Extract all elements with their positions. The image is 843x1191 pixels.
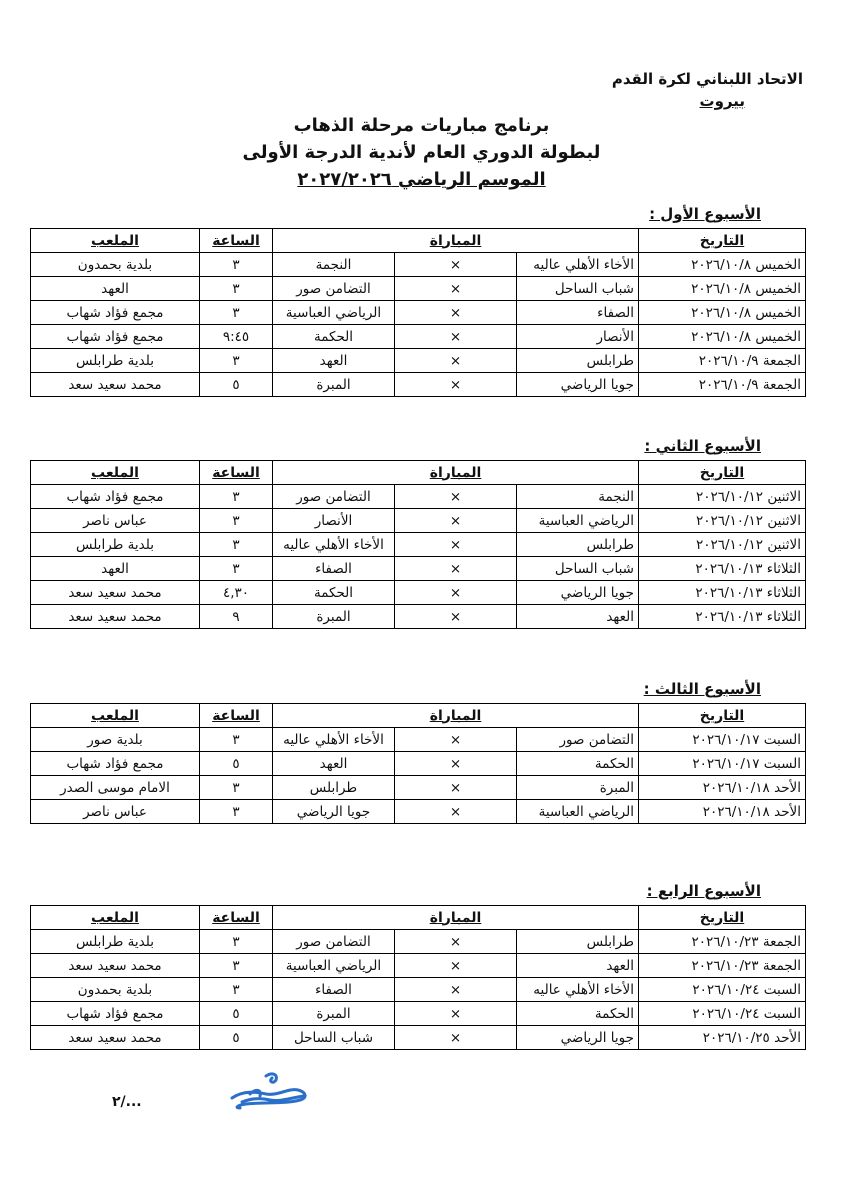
table-row — [31, 581, 806, 605]
match-venue: محمد سعيد سعد — [31, 373, 200, 397]
versus-mark: × — [395, 776, 517, 800]
document-subtitle: لبطولة الدوري العام لأندية الدرجة الأولى — [242, 142, 601, 163]
header-time: الساعة — [200, 461, 273, 485]
home-team: الحكمة — [517, 1002, 639, 1026]
week-2-title: الأسبوع الثاني : — [644, 437, 761, 455]
home-team: الصفاء — [517, 301, 639, 325]
table-row — [31, 978, 806, 1002]
match-time: ٣ — [200, 277, 273, 301]
versus-mark: × — [395, 728, 517, 752]
table-row — [31, 533, 806, 557]
versus-mark: × — [395, 277, 517, 301]
away-team: طرابلس — [273, 776, 395, 800]
header-date: التاريخ — [639, 704, 806, 728]
away-team: الرياضي العباسية — [273, 301, 395, 325]
away-team: المبرة — [273, 605, 395, 629]
table-header-row — [31, 461, 806, 485]
versus-mark: × — [395, 253, 517, 277]
organization-name: الاتحاد اللبناني لكرة القدم — [611, 70, 803, 88]
home-team: شباب الساحل — [517, 557, 639, 581]
match-venue: العهد — [31, 557, 200, 581]
table-row — [31, 800, 806, 824]
match-time: ٥ — [200, 1002, 273, 1026]
home-team: التضامن صور — [517, 728, 639, 752]
versus-mark: × — [395, 978, 517, 1002]
versus-mark: × — [395, 581, 517, 605]
versus-mark: × — [395, 485, 517, 509]
match-venue: محمد سعيد سعد — [31, 605, 200, 629]
week-2-table — [30, 460, 806, 629]
away-team: المبرة — [273, 373, 395, 397]
table-row — [31, 1026, 806, 1050]
signature-stroke — [266, 1074, 276, 1082]
match-date: السبت ٢٠٢٦/١٠/٢٤ — [639, 1002, 806, 1026]
versus-mark: × — [395, 930, 517, 954]
match-venue: بلدية بحمدون — [31, 978, 200, 1002]
away-team: شباب الساحل — [273, 1026, 395, 1050]
home-team: طرابلس — [517, 930, 639, 954]
match-venue: العهد — [31, 277, 200, 301]
table-row — [31, 373, 806, 397]
match-date: الجمعة ٢٠٢٦/١٠/٢٣ — [639, 930, 806, 954]
home-team: جويا الرياضي — [517, 373, 639, 397]
week-1-table — [30, 228, 806, 397]
table-row — [31, 325, 806, 349]
match-date: الاثنين ٢٠٢٦/١٠/١٢ — [639, 533, 806, 557]
week-3-table — [30, 703, 806, 824]
away-team: الرياضي العباسية — [273, 954, 395, 978]
away-team: الأنصار — [273, 509, 395, 533]
header-date: التاريخ — [639, 906, 806, 930]
away-team: التضامن صور — [273, 485, 395, 509]
match-date: الجمعة ٢٠٢٦/١٠/٩ — [639, 349, 806, 373]
versus-mark: × — [395, 1026, 517, 1050]
home-team: المبرة — [517, 776, 639, 800]
versus-mark: × — [395, 800, 517, 824]
table-row — [31, 253, 806, 277]
week-1-title: الأسبوع الأول : — [649, 205, 761, 223]
header-match: المباراة — [273, 461, 639, 485]
versus-mark: × — [395, 301, 517, 325]
match-venue: مجمع فؤاد شهاب — [31, 301, 200, 325]
season-title: الموسم الرياضي ٢٠٢٧/٢٠٢٦ — [297, 169, 546, 190]
header-match: المباراة — [273, 229, 639, 253]
home-team: الأخاء الأهلي عاليه — [517, 253, 639, 277]
match-venue: بلدية طرابلس — [31, 930, 200, 954]
versus-mark: × — [395, 605, 517, 629]
match-venue: عباس ناصر — [31, 509, 200, 533]
header-venue: الملعب — [31, 704, 200, 728]
match-date: الجمعة ٢٠٢٦/١٠/٩ — [639, 373, 806, 397]
match-date: الخميس ٢٠٢٦/١٠/٨ — [639, 253, 806, 277]
week-4-table — [30, 905, 806, 1050]
header-date: التاريخ — [639, 461, 806, 485]
page-number: ٢/... — [112, 1094, 142, 1110]
away-team: الحكمة — [273, 325, 395, 349]
home-team: النجمة — [517, 485, 639, 509]
match-venue: بلدية بحمدون — [31, 253, 200, 277]
away-team: الصفاء — [273, 557, 395, 581]
match-date: الجمعة ٢٠٢٦/١٠/٢٣ — [639, 954, 806, 978]
away-team: المبرة — [273, 1002, 395, 1026]
match-time: ٣ — [200, 533, 273, 557]
match-date: السبت ٢٠٢٦/١٠/٢٤ — [639, 978, 806, 1002]
match-venue: مجمع فؤاد شهاب — [31, 485, 200, 509]
versus-mark: × — [395, 533, 517, 557]
away-team: الحكمة — [273, 581, 395, 605]
home-team: الرياضي العباسية — [517, 800, 639, 824]
header-time: الساعة — [200, 906, 273, 930]
table-header-row — [31, 906, 806, 930]
document-title: برنامج مباريات مرحلة الذهاب — [293, 115, 550, 136]
match-date: الثلاثاء ٢٠٢٦/١٠/١٣ — [639, 581, 806, 605]
match-venue: مجمع فؤاد شهاب — [31, 325, 200, 349]
match-time: ٣ — [200, 978, 273, 1002]
match-date: الثلاثاء ٢٠٢٦/١٠/١٣ — [639, 605, 806, 629]
versus-mark: × — [395, 349, 517, 373]
away-team: النجمة — [273, 253, 395, 277]
home-team: الحكمة — [517, 752, 639, 776]
away-team: العهد — [273, 752, 395, 776]
match-venue: بلدية طرابلس — [31, 533, 200, 557]
match-venue: بلدية طرابلس — [31, 349, 200, 373]
match-date: الاثنين ٢٠٢٦/١٠/١٢ — [639, 485, 806, 509]
match-venue: الامام موسى الصدر — [31, 776, 200, 800]
home-team: الأنصار — [517, 325, 639, 349]
away-team: الأخاء الأهلي عاليه — [273, 728, 395, 752]
table-row — [31, 485, 806, 509]
header-venue: الملعب — [31, 461, 200, 485]
match-venue: محمد سعيد سعد — [31, 954, 200, 978]
versus-mark: × — [395, 954, 517, 978]
header-date: التاريخ — [639, 229, 806, 253]
table-row — [31, 930, 806, 954]
versus-mark: × — [395, 373, 517, 397]
match-time: ٤,٣٠ — [200, 581, 273, 605]
match-date: الاثنين ٢٠٢٦/١٠/١٢ — [639, 509, 806, 533]
match-time: ٣ — [200, 485, 273, 509]
home-team: طرابلس — [517, 349, 639, 373]
home-team: شباب الساحل — [517, 277, 639, 301]
match-venue: محمد سعيد سعد — [31, 581, 200, 605]
match-date: الأحد ٢٠٢٦/١٠/١٨ — [639, 776, 806, 800]
table-row — [31, 954, 806, 978]
match-time: ٣ — [200, 776, 273, 800]
table-row — [31, 605, 806, 629]
home-team: جويا الرياضي — [517, 1026, 639, 1050]
match-time: ٣ — [200, 509, 273, 533]
table-row — [31, 509, 806, 533]
document-titles — [0, 112, 843, 193]
match-date: السبت ٢٠٢٦/١٠/١٧ — [639, 752, 806, 776]
match-time: ٥ — [200, 1026, 273, 1050]
table-header-row — [31, 704, 806, 728]
home-team: الأخاء الأهلي عاليه — [517, 978, 639, 1002]
week-4-title: الأسبوع الرابع : — [646, 882, 761, 900]
signature-strokes — [232, 1074, 305, 1108]
header-time: الساعة — [200, 229, 273, 253]
home-team: طرابلس — [517, 533, 639, 557]
match-time: ٩:٤٥ — [200, 325, 273, 349]
away-team: جويا الرياضي — [273, 800, 395, 824]
home-team: الرياضي العباسية — [517, 509, 639, 533]
match-date: السبت ٢٠٢٦/١٠/١٧ — [639, 728, 806, 752]
versus-mark: × — [395, 557, 517, 581]
versus-mark: × — [395, 1002, 517, 1026]
table-row — [31, 1002, 806, 1026]
match-venue: بلدية صور — [31, 728, 200, 752]
table-row — [31, 557, 806, 581]
home-team: جويا الرياضي — [517, 581, 639, 605]
versus-mark: × — [395, 752, 517, 776]
header-venue: الملعب — [31, 229, 200, 253]
match-time: ٥ — [200, 373, 273, 397]
match-time: ٣ — [200, 800, 273, 824]
match-date: الخميس ٢٠٢٦/١٠/٨ — [639, 325, 806, 349]
match-venue: مجمع فؤاد شهاب — [31, 752, 200, 776]
week-3-title: الأسبوع الثالث : — [643, 680, 761, 698]
match-time: ٣ — [200, 954, 273, 978]
versus-mark: × — [395, 509, 517, 533]
signature — [226, 1068, 316, 1112]
table-row — [31, 728, 806, 752]
match-date: الخميس ٢٠٢٦/١٠/٨ — [639, 301, 806, 325]
away-team: العهد — [273, 349, 395, 373]
match-venue: عباس ناصر — [31, 800, 200, 824]
match-time: ٣ — [200, 930, 273, 954]
home-team: العهد — [517, 954, 639, 978]
table-row — [31, 349, 806, 373]
match-time: ٣ — [200, 301, 273, 325]
versus-mark: × — [395, 325, 517, 349]
match-time: ٩ — [200, 605, 273, 629]
header-match: المباراة — [273, 704, 639, 728]
match-venue: مجمع فؤاد شهاب — [31, 1002, 200, 1026]
home-team: العهد — [517, 605, 639, 629]
table-row — [31, 277, 806, 301]
table-header-row — [31, 229, 806, 253]
match-venue: محمد سعيد سعد — [31, 1026, 200, 1050]
header-match: المباراة — [273, 906, 639, 930]
table-row — [31, 752, 806, 776]
table-row — [31, 776, 806, 800]
away-team: الصفاء — [273, 978, 395, 1002]
header-time: الساعة — [200, 704, 273, 728]
match-date: الخميس ٢٠٢٦/١٠/٨ — [639, 277, 806, 301]
match-time: ٣ — [200, 253, 273, 277]
match-date: الثلاثاء ٢٠٢٦/١٠/١٣ — [639, 557, 806, 581]
table-row — [31, 301, 806, 325]
header-venue: الملعب — [31, 906, 200, 930]
match-time: ٣ — [200, 349, 273, 373]
match-date: الأحد ٢٠٢٦/١٠/١٨ — [639, 800, 806, 824]
city-name: بيروت — [699, 92, 745, 110]
match-time: ٥ — [200, 752, 273, 776]
away-team: التضامن صور — [273, 930, 395, 954]
match-time: ٣ — [200, 557, 273, 581]
away-team: التضامن صور — [273, 277, 395, 301]
away-team: الأخاء الأهلي عاليه — [273, 533, 395, 557]
match-time: ٣ — [200, 728, 273, 752]
match-date: الأحد ٢٠٢٦/١٠/٢٥ — [639, 1026, 806, 1050]
